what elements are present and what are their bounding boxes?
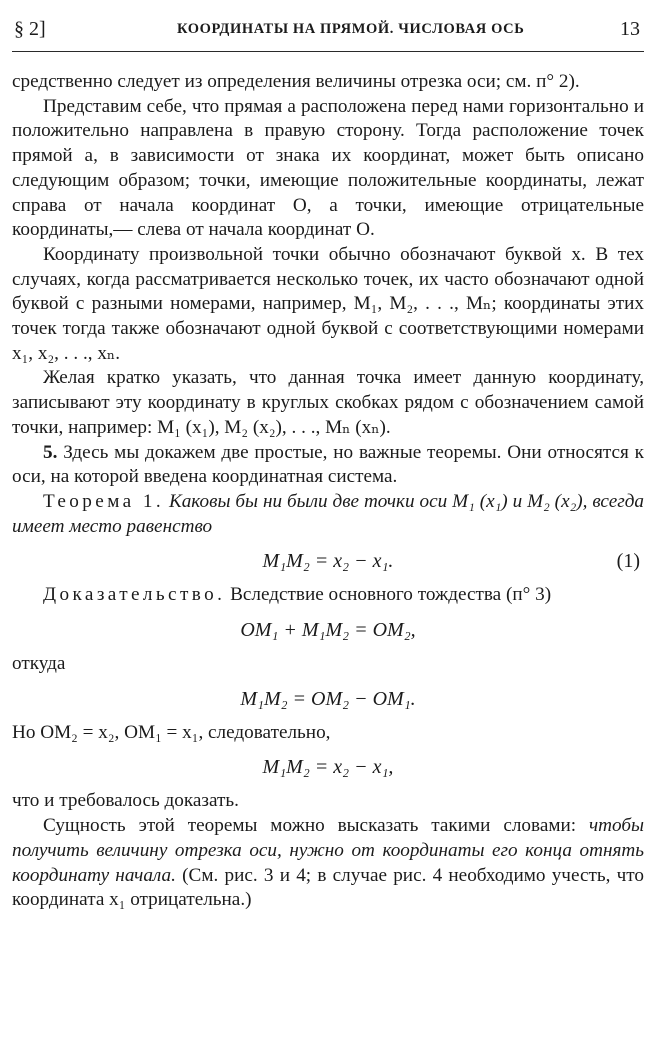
paragraph-item-5 (12, 441, 644, 490)
formula-1-number: (1) (616, 550, 640, 573)
paragraph-coordinate-notation: Координату произвольной точки обычно обозначают буквой x. В тех случаях, когда рассматривается несколько точек, их часто обозначают одной буквой с разными номерами, например, M₁, M₂, . . ., Mₙ; координаты этих точек тогда также обозначают одной буквой с соответствующими номерами x₁, x₂, . . ., xₙ. (12, 243, 644, 364)
formula-4 (12, 745, 644, 789)
formula-3 (12, 677, 644, 721)
proof-intro (12, 583, 644, 608)
chapter-title: КООРДИНАТЫ НА ПРЯМОЙ. ЧИСЛОВАЯ ОСЬ (177, 21, 525, 37)
proof-label: Доказательство. (43, 584, 226, 606)
qed-line: что и требовалось доказать. (12, 790, 239, 812)
paragraph-continuation: средственно следует из определения величины отрезка оси; см. п° 2). (12, 71, 580, 92)
essence-rule: чтобы получить величину отрезка оси, нужно от координаты его конца отнять координату начала. (12, 815, 645, 886)
paragraph-parentheses-notation: Желая кратко указать, что данная точка имеет данную координату, записывают эту координату в круглых скобках рядом с обозначением самой точки, например: M₁ (x₁), M₂ (x₂), . . ., Mₙ (xₙ). (12, 367, 644, 438)
formula-1 (12, 539, 644, 583)
theorem-statement: Каковы бы ни были две точки оси M₁ (x₁) и M₂ (x₂), всегда имеет место равенство (12, 490, 644, 537)
formula-2-expression: OM₁ + M₁M₂ = OM₂, (240, 619, 416, 642)
whence-line: откуда (12, 653, 66, 675)
formula-3-expression: M₁M₂ = OM₂ − OM₁. (240, 687, 416, 710)
running-header (12, 12, 644, 46)
paragraph-line-orientation: Представим себе, что прямая a расположена перед нами горизонтально и положительно направлена в правую сторону. Тогда расположение точек прямой a, в зависимости от знака их координат, может быть описано следующим образом; точки, имеющие положительные координаты, лежат справа от начала координат O, а точки, имеющие отрицательные координаты,— слева от начала координат O. (12, 95, 644, 241)
essence-lead: Сущность этой теоремы можно высказать такими словами: (43, 815, 577, 837)
paragraph-theorem-essence (12, 814, 644, 913)
formula-2 (12, 608, 644, 652)
section-mark: § 2] (14, 18, 46, 40)
theorem-label: Теорема 1. (43, 490, 165, 512)
theorem-1 (12, 490, 644, 539)
formula-1-expression: M₁M₂ = x₂ − x₁. (262, 550, 394, 573)
proof-text: Вследствие основного тождества (п° 3) (230, 584, 552, 606)
essence-note: (См. рис. 3 и 4; в случае рис. 4 необходимо учесть, что координата x₁ отрицательна.) (12, 864, 645, 911)
page-number: 13 (620, 18, 640, 40)
item-5-text: Здесь мы докажем две простые, но важные теоремы. Они относятся к оси, на которой введена координатная система. (12, 441, 644, 488)
substitution-line: Но OM₂ = x₂, OM₁ = x₁, следовательно, (12, 721, 331, 743)
formula-4-expression: M₁M₂ = x₂ − x₁, (262, 756, 394, 779)
header-rule (12, 51, 644, 52)
page-body (12, 70, 644, 913)
item-number: 5. (43, 441, 58, 463)
